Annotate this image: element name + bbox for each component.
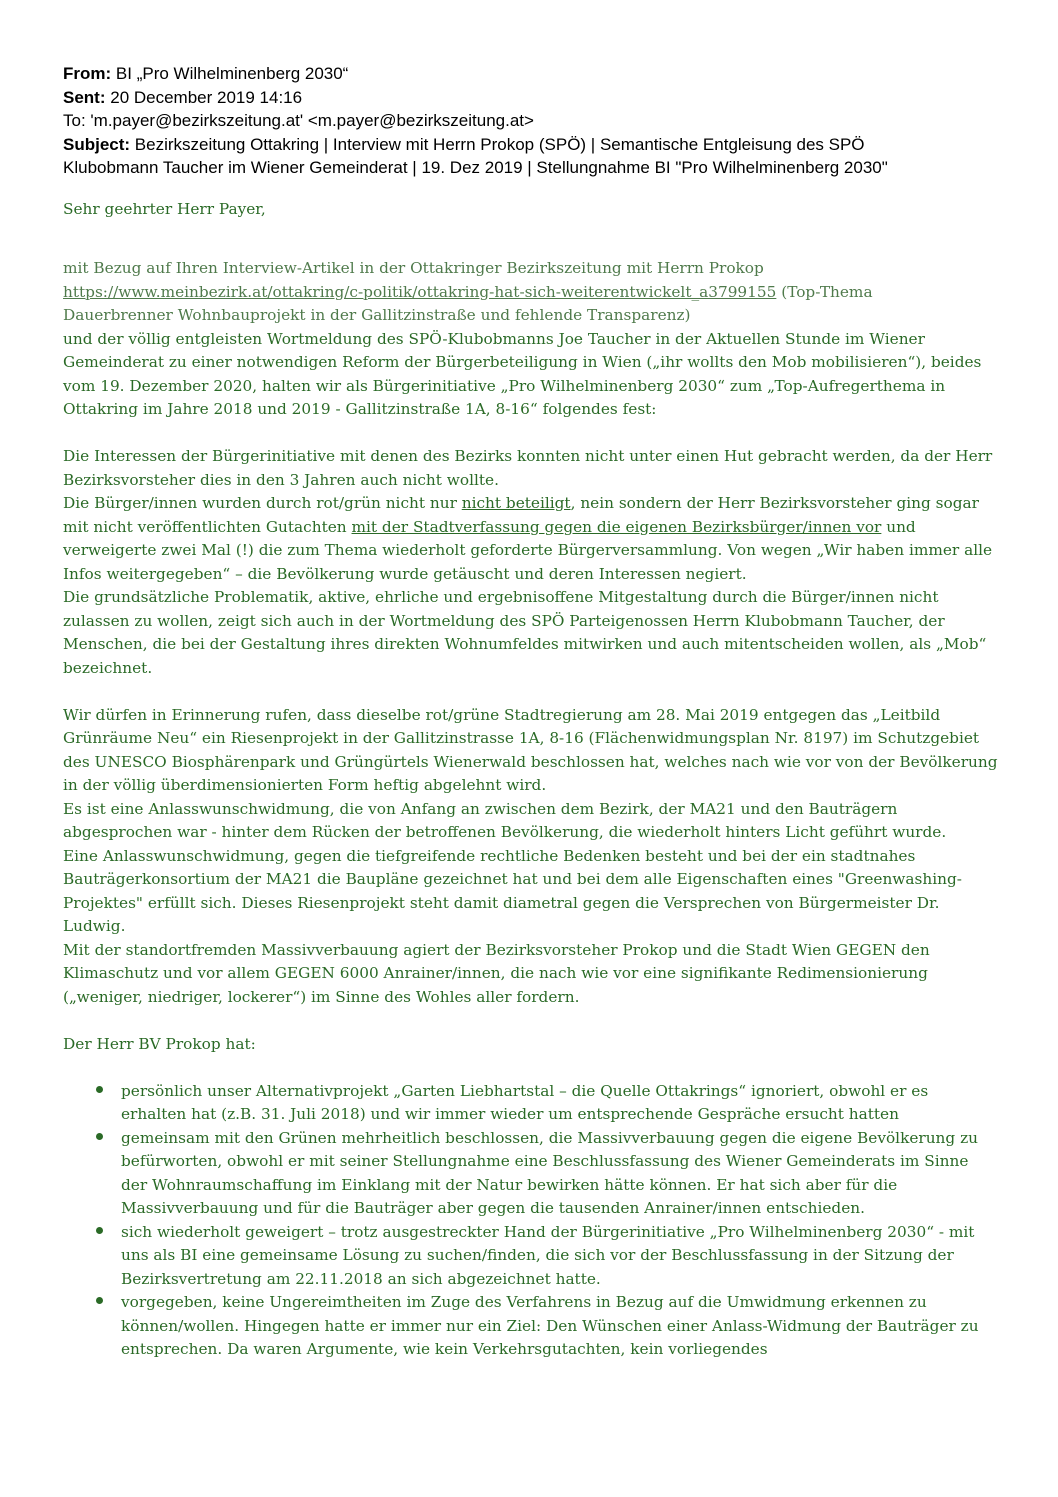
bullet-icon (96, 1297, 103, 1304)
intro-line-1: mit Bezug auf Ihren Interview-Artikel in der Ottakringer Bezirkszeitung mit Herrn Prokop (63, 259, 764, 277)
subject-line-2: Klubobmann Taucher im Wiener Gemeinderat | 19. Dez 2019 | Stellungnahme BI "Pro Wilhelminenberg 2030" (63, 158, 888, 177)
bullet-icon (96, 1133, 103, 1140)
email-header (63, 62, 1013, 180)
list-item: gemeinsam mit den Grünen mehrheitlich beschlossen, die Massivverbauung gegen die eigene Bevölkerung zu befürworten, obwohl er mit seiner Stellungnahme eine Beschlussfassung des Wiener Gemeinderats im Sinne der Wohnraumschaffung im Einklang mit der Natur bewirken hätte können. Er hat sich aber für die Massivverbauung und für die Bauträger aber gegen die tausenden Anrainer/innen entschieden. (63, 1127, 998, 1221)
paragraph-6: Eine Anlasswunschwidmung, gegen die tiefgreifende rechtliche Bedenken besteht und bei der ein stadtnahes Bauträgerkonsortium der MA21 die Baupläne gezeichnet hat und bei dem alle Eigenschaften eines "Greenwashing-Projektes" erfüllt sich. Dieses Riesenprojekt steht damit diametral gegen die Versprechen von Bürgermeister Dr. Ludwig. (63, 846, 962, 935)
paragraph-7: Mit der standortfremden Massivverbauung agiert der Bezirksvorsteher Prokop und die Stadt Wien GEGEN den Klimaschutz und vor allem GEGEN 6000 Anrainer/innen, die nach wie vor eine signifikante Redimensionierung („weniger, niedriger, lockerer“) im Sinne des Wohles aller fordern. (63, 940, 930, 1006)
bullet-icon (96, 1086, 103, 1093)
to-value: 'm.payer@bezirkszeitung.at' <m.payer@bezirkszeitung.at> (90, 111, 534, 130)
greeting: Sehr geehrter Herr Payer, (63, 200, 266, 218)
subject-value-1: Bezirkszeitung Ottakring | Interview mit Herrn Prokop (SPÖ) | Semantische Entgleisung des SPÖ (134, 134, 865, 154)
sent-value: 20 December 2019 14:16 (110, 87, 303, 107)
intro-link-line: https://www.meinbezirk.at/ottakring/c-politik/ottakring-hat-sich-weiterentwickelt_a3799155 (Top-Thema (63, 282, 873, 301)
subject-line: Subject: Bezirkszeitung Ottakring | Interview mit Herrn Prokop (SPÖ) | Semantische Entgleisung des SPÖ (63, 134, 865, 154)
paragraph-2: Die Bürger/innen wurden durch rot/grün nicht nur nicht beteiligt, nein sondern der Herr Bezirksvorsteher ging sogar mit nicht veröffentlichten Gutachten mit der Stadtverfassung gegen die eigenen Bezirksbürger/innen vor und verweigerte zwei Mal (!) die zum Thema wiederholt geforderte Bürgerversammlung. Von wegen „Wir haben immer alle Infos weitergegeben“ – die Bevölkerung wurde getäuscht und deren Interessen negiert. (63, 494, 993, 583)
intro-line-3: Dauerbrenner Wohnbauprojekt in der Gallitzinstraße und fehlende Transparenz) (63, 306, 691, 324)
from-value: BI „Pro Wilhelminenberg 2030“ (115, 64, 349, 83)
paragraph-4: Wir dürfen in Erinnerung rufen, dass dieselbe rot/grüne Stadtregierung am 28. Mai 2019 entgegen das „Leitbild Grünräume Neu“ ein Riesenprojekt in der Gallitzinstrasse 1A, 8-16 (Flächenwidmungsplan Nr. 8197) im Schutzgebiet des UNESCO Biosphärenpark und Grüngürtels Wienerwald beschlossen hat, welches nach wie vor von der Bevölkerung in der völlig überdimensionierten Form heftig abgelehnt wird. (63, 705, 998, 794)
paragraph-3: Die grundsätzliche Problematik, aktive, ehrliche und ergebnisoffene Mitgestaltung durch die Bürger/innen nicht zulassen zu wollen, zeigt sich auch in der Wortmeldung des SPÖ Parteigenossen Herrn Klubobmann Taucher, der Menschen, die bei der Gestaltung ihres direkten Wohnumfeldes mitwirken und auch mitentscheiden wollen, als „Mob“ bezeichnet. (63, 588, 987, 677)
to-line: To: 'm.payer@bezirkszeitung.at' <m.payer@bezirkszeitung.at> (63, 111, 534, 130)
list-item: persönlich unser Alternativprojekt „Garten Liebhartstal – die Quelle Ottakrings“ ignoriert, obwohl er es erhalten hat (z.B. 31. Juli 2018) und wir immer wieder um entsprechende Gespräche ersucht hatten (63, 1080, 998, 1127)
list-item: sich wiederholt geweigert – trotz ausgestreckter Hand der Bürgerinitiative „Pro Wilhelminenberg 2030“ - mit uns als BI eine gemeinsame Lösung zu suchen/finden, die sich vor der Beschlussfassung in der Sitzung der Bezirksvertretung am 22.11.2018 an sich abgezeichnet hatte. (63, 1221, 998, 1292)
intro-continue: und der völlig entgleisten Wortmeldung des SPÖ-Klubobmanns Joe Taucher in der Aktuellen Stunde im Wiener Gemeinderat zu einer notwendigen Reform der Bürgerbeteiligung in Wien („ihr wollts den Mob mobilisieren“), beides vom 19. Dezember 2020, halten wir als Bürgerinitiative „Pro Wilhelminenberg 2030“ zum „Top-Aufregerthema in Ottakring im Jahre 2018 und 2019 - Gallitzinstraße 1A, 8-16“ folgendes fest: (63, 329, 982, 418)
from-line: From: BI „Pro Wilhelminenberg 2030“ (63, 64, 349, 83)
list-item: vorgegeben, keine Ungereimtheiten im Zuge des Verfahrens in Bezug auf die Umwidmung erkennen zu können/wollen. Hingegen hatte er immer nur ein Ziel: Den Wünschen einer Anlass-Widmung der Bauträger zu entsprechen. Da waren Argumente, wie kein Verkehrsgutachten, kein vorliegendes (63, 1291, 998, 1362)
sent-line: Sent: 20 December 2019 14:16 (63, 87, 303, 107)
bullet-icon (96, 1227, 103, 1234)
article-link[interactable]: https://www.meinbezirk.at/ottakring/c-politik/ottakring-hat-sich-weiterentwickelt_a3799155 (63, 282, 777, 301)
list-intro: Der Herr BV Prokop hat: (63, 1034, 256, 1053)
paragraph-1: Die Interessen der Bürgerinitiative mit denen des Bezirks konnten nicht unter einen Hut gebracht werden, da der Herr Bezirksvorsteher dies in den 3 Jahren auch nicht wollte. (63, 447, 993, 489)
bullet-list (63, 1080, 998, 1362)
paragraph-5: Es ist eine Anlasswunschwidmung, die von Anfang an zwischen dem Bezirk, der MA21 und den Bauträgern abgesprochen war - hinter dem Rücken der betroffenen Bevölkerung, die wiederholt hinters Licht geführt wurde. (63, 799, 947, 841)
letter-body (63, 198, 998, 1362)
